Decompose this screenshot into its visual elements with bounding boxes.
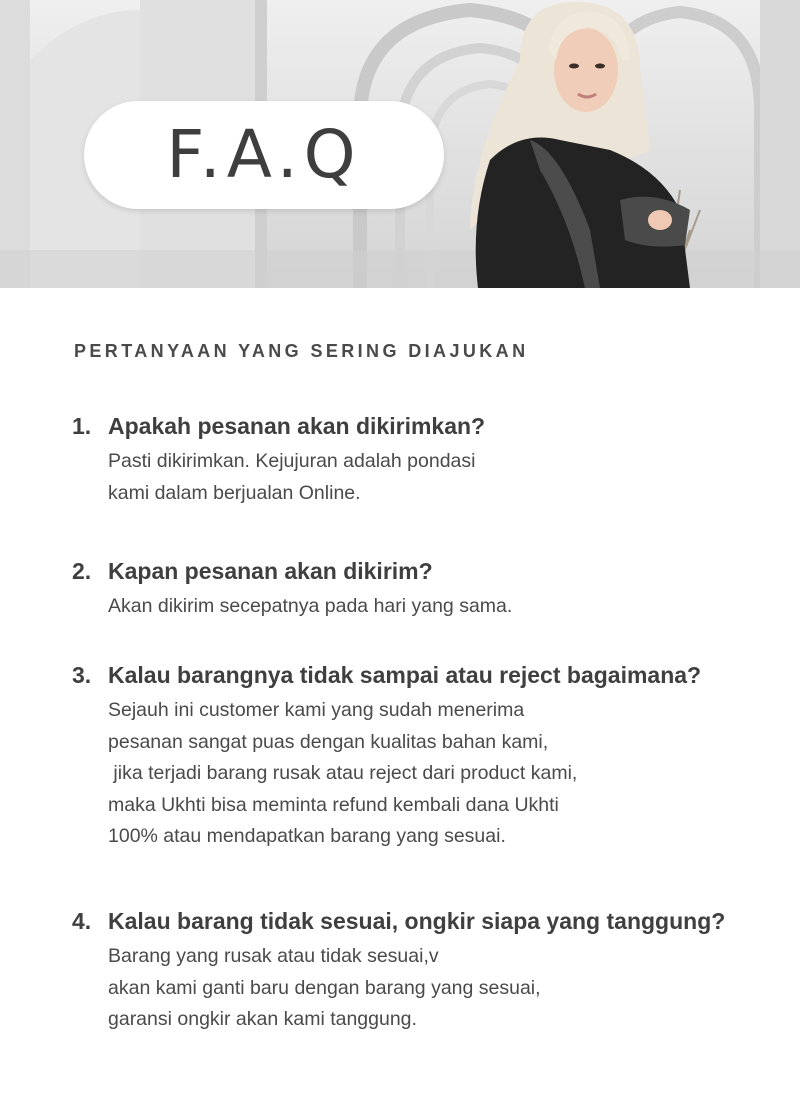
faq-question: Kalau barangnya tidak sampai atau reject bagaimana? xyxy=(108,662,702,688)
hero-banner xyxy=(0,0,800,288)
faq-question: Apakah pesanan akan dikirimkan? xyxy=(108,413,486,439)
faq-answer-line: kami dalam berjualan Online. xyxy=(108,481,361,504)
faq-answer xyxy=(108,591,772,623)
faq-question: Kalau barang tidak sesuai, ongkir siapa yang tanggung? xyxy=(108,908,726,934)
faq-number: 3. xyxy=(72,662,92,688)
faq-number: 2. xyxy=(72,558,92,584)
faq-answer-line: garansi ongkir akan kami tanggung. xyxy=(108,1008,417,1030)
faq-item-2 xyxy=(72,558,772,623)
faq-answer-line: pesanan sangat puas dengan kualitas bahan kami, xyxy=(108,730,549,753)
faq-answer-line: maka Ukhti bisa meminta refund kembali dana Ukhti xyxy=(108,793,559,816)
faq-answer-line: Pasti dikirimkan. Kejujuran adalah pondasi xyxy=(108,450,476,472)
faq-answer xyxy=(108,695,772,853)
faq-number: 1. xyxy=(72,413,92,439)
section-title: PERTANYAAN YANG SERING DIAJUKAN xyxy=(74,341,529,361)
faq-answer xyxy=(108,446,772,509)
faq-item-1 xyxy=(72,413,772,509)
faq-question: Kapan pesanan akan dikirim? xyxy=(108,558,433,584)
faq-number: 4. xyxy=(72,908,92,934)
faq-answer-line: akan kami ganti baru dengan barang yang sesuai, xyxy=(108,976,541,999)
faq-item-4 xyxy=(72,908,772,1036)
faq-answer-line: Sejauh ini customer kami yang sudah menerima xyxy=(108,699,525,721)
faq-answer xyxy=(108,941,772,1036)
faq-answer-line: Akan dikirim secepatnya pada hari yang sama. xyxy=(108,595,513,617)
faq-answer-line: Barang yang rusak atau tidak sesuai,v xyxy=(108,945,439,967)
faq-answer-line: jika terjadi barang rusak atau reject dari product kami, xyxy=(108,762,578,784)
faq-item-3 xyxy=(72,662,772,853)
faq-title-pill xyxy=(84,101,444,209)
faq-title: F.A.Q xyxy=(166,116,362,193)
faq-answer-line: 100% atau mendapatkan barang yang sesuai. xyxy=(108,825,506,847)
